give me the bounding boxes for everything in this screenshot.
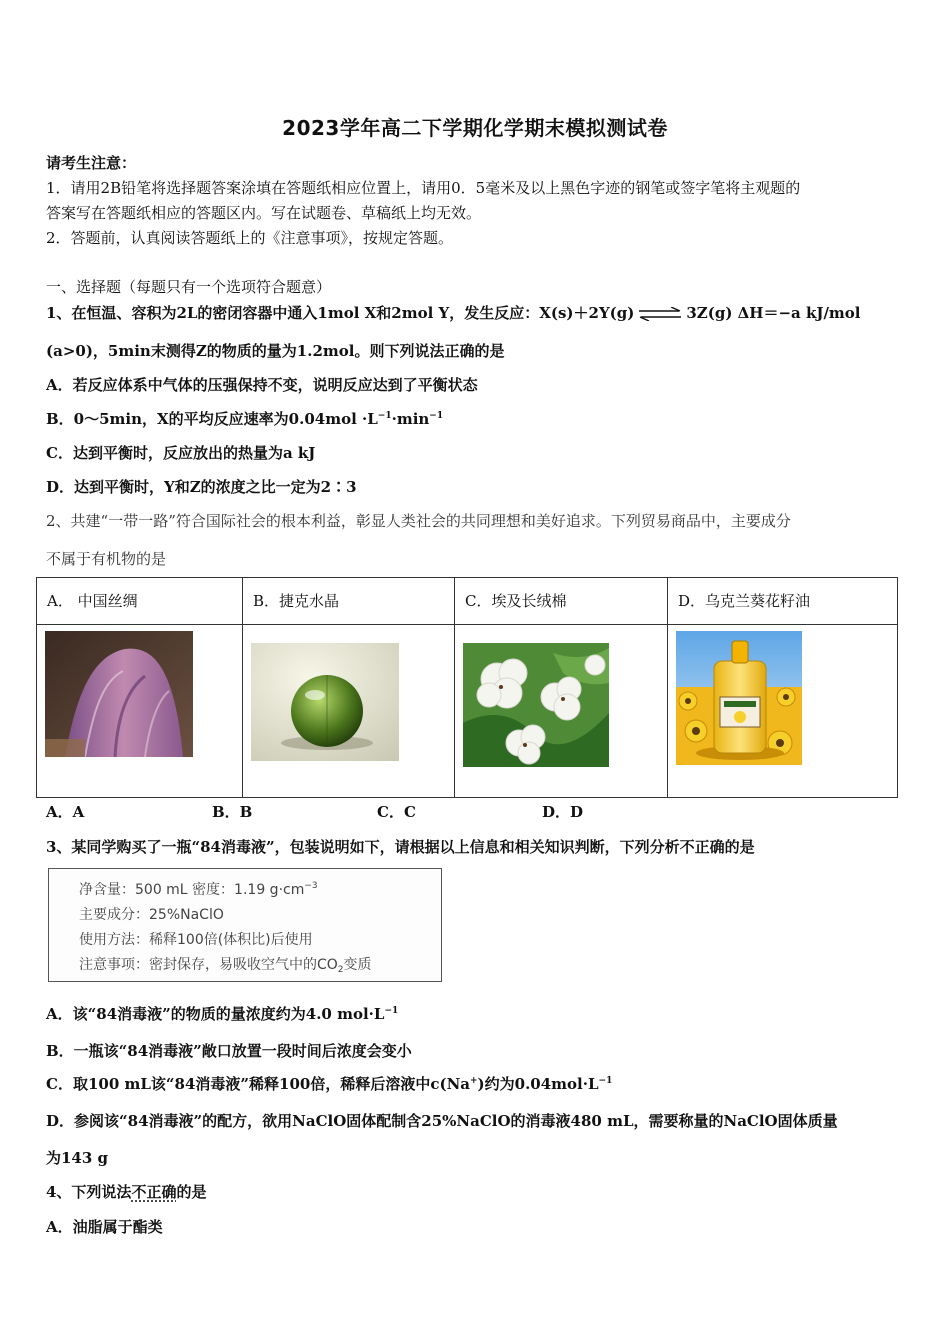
q2-option-d: D．D — [542, 803, 584, 821]
q3-option-c-main: C．取100 mL该“84消毒液”稀释100倍，稀释后溶液中c(Na — [46, 1075, 470, 1093]
q1-option-c: C．达到平衡时，反应放出的热量为a kJ — [46, 444, 316, 462]
goods-header-a — [37, 578, 243, 625]
goods-header-d — [668, 578, 898, 625]
q1-option-a: A．若反应体系中气体的压强保持不变，说明反应达到了平衡状态 — [46, 376, 478, 394]
q1-option-b-sup-1: −1 — [377, 411, 392, 421]
goods-header-a-label: A． 中国丝绸 — [47, 592, 138, 610]
q3-option-a-main: A．该“84消毒液”的物质的量浓度约为4.0 mol·L — [46, 1005, 385, 1023]
q4-option-a: A．油脂属于酯类 — [46, 1218, 163, 1236]
label-line-4 — [79, 954, 372, 975]
page-title: 2023学年高二下学期化学期末模拟测试卷 — [282, 116, 668, 140]
goods-header-b-label: B．捷克水晶 — [253, 592, 340, 610]
goods-table — [36, 577, 898, 798]
q2-stem-line-2: 不属于有机物的是 — [46, 550, 167, 568]
q3-stem: 3、某同学购买了一瓶“84消毒液”，包装说明如下，请根据以上信息和相关知识判断，下列分析不正确的是 — [46, 838, 755, 856]
goods-image-cell-d — [668, 625, 898, 798]
disinfectant-label-box — [48, 868, 442, 982]
label-line-4-end: 变质 — [343, 957, 372, 973]
q1-option-b-main: B．0～5min，X的平均反应速率为0.04mol ·L — [46, 410, 378, 428]
label-line-2: 主要成分：25%NaClO — [79, 907, 224, 923]
label-line-4-main: 注意事项：密封保存，易吸收空气中的CO — [79, 957, 338, 973]
goods-header-c — [455, 578, 668, 625]
q4-stem-emphasis: 不正确 — [131, 1183, 177, 1201]
q3-option-c-sup-1: + — [470, 1076, 478, 1086]
goods-image-cell-a — [37, 625, 243, 798]
q3-option-c — [46, 1073, 612, 1094]
crystal-image — [251, 643, 399, 761]
label-line-3: 使用方法：稀释100倍(体积比)后使用 — [79, 932, 313, 948]
q2-option-c: C．C — [377, 803, 416, 821]
q2-answer-options — [46, 801, 746, 823]
q4-stem-pre: 4、下列说法 — [46, 1183, 132, 1201]
q4-stem-post: 的是 — [176, 1183, 207, 1201]
notice-heading: 请考生注意： — [46, 154, 137, 172]
q1-stem-part-2: 3Z(g) ΔH＝−a kJ/mol — [686, 304, 861, 322]
silk-image — [45, 631, 193, 757]
q2-option-b: B．B — [212, 803, 253, 821]
goods-image-cell-c — [455, 625, 668, 798]
q3-option-b: B．一瓶该“84消毒液”敞口放置一段时间后浓度会变小 — [46, 1042, 412, 1060]
goods-header-c-label: C．埃及长绒棉 — [465, 592, 567, 610]
goods-image-cell-b — [243, 625, 455, 798]
label-line-1 — [79, 879, 318, 899]
goods-header-b — [243, 578, 455, 625]
q4-stem — [46, 1181, 206, 1202]
q1-option-b — [46, 408, 443, 429]
q3-option-d-line-1: D．参阅该“84消毒液”的配方，欲用NaClO固体配制含25%NaClO的消毒液480 mL，需要称量的NaClO固体质量 — [46, 1112, 838, 1130]
label-line-1-sup: −3 — [304, 881, 318, 891]
q3-option-a — [46, 1003, 398, 1024]
section-heading: 一、选择题（每题只有一个选项符合题意） — [46, 278, 332, 296]
q1-stem-line-2: (a>0)，5min末测得Z的物质的量为1.2mol。则下列说法正确的是 — [46, 342, 505, 360]
q2-option-a: A．A — [46, 803, 85, 821]
equilibrium-arrow-icon — [637, 307, 683, 321]
notice-item-1-line-2: 答案写在答题纸相应的答题区内。写在试题卷、草稿纸上均无效。 — [46, 204, 482, 222]
q3-option-c-mid: )约为0.04mol·L — [477, 1075, 599, 1093]
notice-item-1-line-1: 1．请用2B铅笔将选择题答案涂填在答题纸相应位置上，请用0．5毫米及以上黑色字迹的钢笔或签字笔将主观题的 — [46, 179, 801, 197]
sunflower-oil-image — [676, 631, 802, 765]
label-line-1-main: 净含量：500 mL 密度：1.19 g·cm — [79, 882, 305, 898]
q1-stem-line-1 — [46, 302, 861, 323]
cotton-image — [463, 643, 609, 767]
q1-option-b-mid: ·min — [391, 410, 430, 428]
q1-option-b-sup-2: −1 — [429, 411, 444, 421]
goods-header-d-label: D．乌克兰葵花籽油 — [678, 592, 811, 610]
q1-stem-part-1: 1、在恒温、容积为2L的密闭容器中通入1mol X和2mol Y，发生反应：X(s)＋2Y(g) — [46, 304, 635, 322]
q3-option-c-sup-2: −1 — [598, 1076, 613, 1086]
q3-option-d-line-2: 为143 g — [46, 1149, 109, 1167]
q3-option-a-sup: −1 — [384, 1006, 399, 1016]
notice-item-2: 2．答题前，认真阅读答题纸上的《注意事项》，按规定答题。 — [46, 229, 454, 247]
q2-stem-line-1: 2、共建“一带一路”符合国际社会的根本利益，彰显人类社会的共同理想和美好追求。下列贸易商品中，主要成分 — [46, 512, 791, 530]
q1-option-d: D．达到平衡时，Y和Z的浓度之比一定为2∶3 — [46, 478, 357, 496]
label-line-4-sub: 2 — [337, 965, 344, 975]
